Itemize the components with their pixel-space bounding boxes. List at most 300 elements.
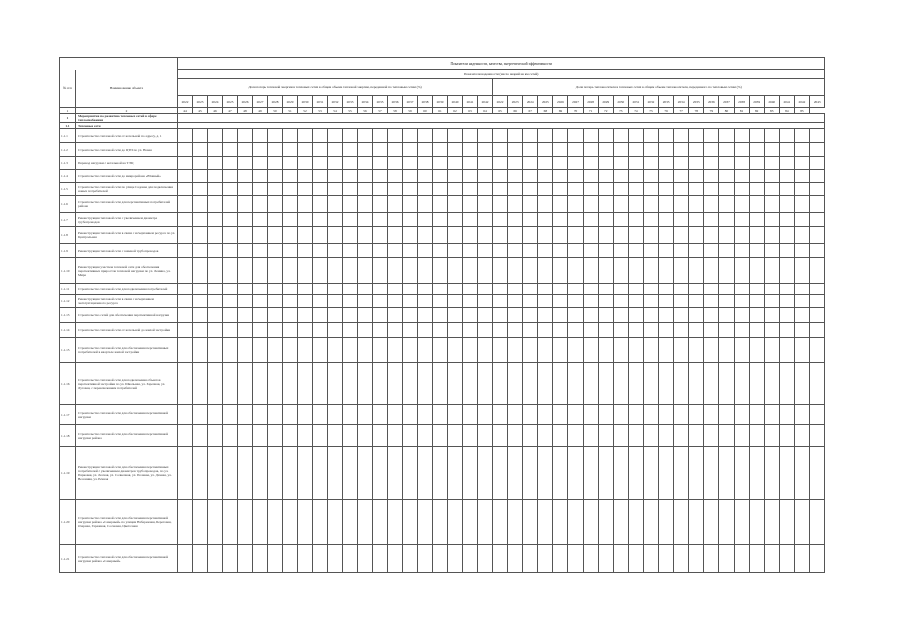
table-cell — [313, 405, 328, 425]
table-cell — [613, 183, 628, 196]
table-cell — [178, 295, 193, 308]
table-cell — [433, 244, 448, 258]
table-cell — [809, 338, 824, 363]
table-cell — [794, 213, 809, 227]
table-cell — [523, 545, 538, 573]
table-cell — [238, 545, 253, 573]
table-cell — [628, 308, 643, 323]
table-cell — [343, 143, 358, 157]
header-top: Показатели надежности, качества, энергетической эффективности — [178, 58, 825, 70]
table-cell — [538, 157, 553, 170]
table-cell — [493, 500, 508, 545]
table-cell — [643, 157, 658, 170]
table-cell — [433, 308, 448, 323]
table-cell — [538, 183, 553, 196]
table-cell — [283, 405, 298, 425]
table-cell — [238, 244, 253, 258]
table-cell — [628, 157, 643, 170]
table-cell — [674, 196, 689, 213]
table-cell — [208, 196, 223, 213]
table-cell — [193, 196, 208, 213]
table-cell — [448, 170, 463, 183]
table-cell — [794, 363, 809, 405]
table-cell — [809, 425, 824, 447]
table-cell — [478, 213, 493, 227]
column-index: 82 — [749, 108, 764, 114]
table-cell — [794, 545, 809, 573]
table-cell — [719, 196, 734, 213]
table-cell — [659, 196, 674, 213]
table-cell — [403, 338, 418, 363]
table-row — [60, 258, 825, 284]
table-cell — [523, 323, 538, 338]
year-header: 2032 — [643, 96, 658, 108]
table-cell — [538, 545, 553, 573]
table-cell — [403, 447, 418, 500]
indicators-table — [59, 57, 825, 573]
table-cell — [208, 170, 223, 183]
column-index: 64 — [478, 108, 493, 114]
table-cell — [343, 447, 358, 500]
table-cell — [749, 447, 764, 500]
table-cell — [223, 500, 238, 545]
table-cell — [568, 545, 583, 573]
table-cell — [734, 183, 749, 196]
table-cell — [523, 258, 538, 284]
table-cell — [493, 545, 508, 573]
table-cell — [328, 295, 343, 308]
table-cell — [388, 244, 403, 258]
table-cell — [764, 129, 779, 143]
table-cell — [403, 323, 418, 338]
table-cell — [298, 405, 313, 425]
table-cell — [659, 170, 674, 183]
table-cell — [704, 157, 719, 170]
column-index: 78 — [689, 108, 704, 114]
row-number: 1.1.13 — [60, 308, 76, 323]
column-index: 55 — [343, 108, 358, 114]
table-cell — [523, 425, 538, 447]
table-cell — [583, 338, 598, 363]
table-cell — [193, 500, 208, 545]
table-cell — [704, 170, 719, 183]
table-cell — [463, 196, 478, 213]
table-cell — [809, 295, 824, 308]
header-blank — [60, 58, 178, 70]
table-cell — [779, 323, 794, 338]
table-cell — [493, 258, 508, 284]
table-cell — [523, 227, 538, 244]
table-cell — [298, 143, 313, 157]
table-cell — [568, 284, 583, 295]
year-header: 2027 — [253, 96, 268, 108]
table-cell — [313, 500, 328, 545]
table-cell — [178, 213, 193, 227]
table-cell — [643, 143, 658, 157]
table-cell — [298, 157, 313, 170]
table-cell — [463, 143, 478, 157]
table-cell — [388, 308, 403, 323]
table-cell — [764, 213, 779, 227]
column-index: 65 — [493, 108, 508, 114]
table-cell — [208, 308, 223, 323]
column-index: 50 — [268, 108, 283, 114]
table-cell — [749, 213, 764, 227]
table-cell — [689, 323, 704, 338]
row-object-name: Реконструкция тепловой сети для обеспечения перспективных потребителей с увеличением диаметров трубопроводов, по ул. Парковая, ул. Лесная, ул. Солнечная, ул. Полевая, ул. Дачная, ул. Весенняя, ул. Речная — [76, 447, 178, 500]
table-cell — [613, 170, 628, 183]
table-cell — [343, 183, 358, 196]
table-cell — [779, 143, 794, 157]
table-cell — [734, 227, 749, 244]
table-cell — [178, 363, 193, 405]
table-cell — [794, 244, 809, 258]
table-cell — [373, 157, 388, 170]
row-number: 1.1.12 — [60, 295, 76, 308]
table-cell — [553, 363, 568, 405]
table-cell — [388, 295, 403, 308]
table-cell — [268, 170, 283, 183]
table-cell — [764, 363, 779, 405]
table-cell — [659, 363, 674, 405]
table-cell — [223, 183, 238, 196]
table-cell — [238, 425, 253, 447]
table-cell — [313, 213, 328, 227]
table-cell — [719, 447, 734, 500]
table-cell — [313, 295, 328, 308]
table-cell — [659, 157, 674, 170]
table-cell — [734, 425, 749, 447]
table-cell — [253, 363, 268, 405]
row-number: 1.1.1 — [60, 129, 76, 143]
table-cell — [583, 213, 598, 227]
table-cell — [719, 405, 734, 425]
table-cell — [538, 143, 553, 157]
column-index: 56 — [358, 108, 373, 114]
table-cell — [418, 323, 433, 338]
table-row — [60, 213, 825, 227]
table-cell — [403, 284, 418, 295]
table-cell — [238, 295, 253, 308]
row-number: 1.1.3 — [60, 157, 76, 170]
table-cell — [598, 183, 613, 196]
table-cell — [433, 323, 448, 338]
table-cell — [764, 284, 779, 295]
table-cell — [208, 157, 223, 170]
year-header: 2035 — [689, 96, 704, 108]
column-index: 66 — [508, 108, 523, 114]
table-cell — [313, 129, 328, 143]
table-cell — [689, 213, 704, 227]
table-cell — [523, 308, 538, 323]
table-row — [60, 244, 825, 258]
table-cell — [328, 213, 343, 227]
table-cell — [178, 129, 193, 143]
table-cell — [463, 405, 478, 425]
table-cell — [463, 213, 478, 227]
table-cell — [508, 447, 523, 500]
table-cell — [583, 284, 598, 295]
table-cell — [583, 244, 598, 258]
table-cell — [283, 244, 298, 258]
table-cell — [328, 129, 343, 143]
table-cell — [358, 323, 373, 338]
table-cell — [749, 129, 764, 143]
table-cell — [403, 545, 418, 573]
table-cell — [328, 143, 343, 157]
row-object-name: Строительство тепловой сети для обеспечения перспективной нагрузки района «Северный» по улицам Набережная, Береговая, Озерная, Гаражная, Сосновая, Цветочная — [76, 500, 178, 545]
table-cell — [568, 338, 583, 363]
row-object-name: Реконструкция тепловой сети в связи с исчерпанием эксплуатационного ресурса — [76, 295, 178, 308]
table-cell — [553, 308, 568, 323]
table-cell — [628, 500, 643, 545]
table-cell — [373, 308, 388, 323]
table-cell — [764, 170, 779, 183]
table-cell — [628, 338, 643, 363]
table-cell — [749, 545, 764, 573]
table-cell — [794, 129, 809, 143]
table-cell — [223, 143, 238, 157]
table-cell — [553, 545, 568, 573]
table-cell — [463, 308, 478, 323]
column-index: 71 — [583, 108, 598, 114]
table-cell — [358, 338, 373, 363]
table-cell — [553, 244, 568, 258]
table-cell — [553, 258, 568, 284]
table-cell — [478, 157, 493, 170]
table-cell — [659, 213, 674, 227]
table-cell — [764, 405, 779, 425]
table-cell — [538, 308, 553, 323]
table-row — [60, 183, 825, 196]
table-cell — [508, 244, 523, 258]
table-cell — [659, 284, 674, 295]
row-object-name: Строительство тепловой сети для обеспечения перспективных потребителей в квартале жилой застройки — [76, 338, 178, 363]
table-cell — [253, 157, 268, 170]
table-cell — [283, 323, 298, 338]
table-cell — [403, 500, 418, 545]
table-cell — [208, 338, 223, 363]
year-header: 2037 — [719, 96, 734, 108]
table-cell — [343, 405, 358, 425]
table-cell — [343, 258, 358, 284]
table-cell — [493, 244, 508, 258]
table-cell — [809, 183, 824, 196]
table-cell — [328, 308, 343, 323]
table-cell — [583, 425, 598, 447]
column-index: 47 — [223, 108, 238, 114]
table-cell — [343, 545, 358, 573]
table-cell — [208, 129, 223, 143]
table-cell — [358, 157, 373, 170]
table-cell — [764, 258, 779, 284]
table-cell — [794, 143, 809, 157]
table-cell — [178, 244, 193, 258]
table-cell — [478, 545, 493, 573]
table-cell — [178, 196, 193, 213]
table-cell — [268, 323, 283, 338]
table-cell — [343, 244, 358, 258]
table-cell — [253, 425, 268, 447]
table-cell — [433, 284, 448, 295]
table-cell — [794, 295, 809, 308]
table-cell — [463, 258, 478, 284]
table-row — [60, 338, 825, 363]
table-cell — [268, 227, 283, 244]
table-cell — [178, 545, 193, 573]
table-cell — [298, 227, 313, 244]
table-cell — [809, 157, 824, 170]
table-cell — [779, 545, 794, 573]
header-name: Наименование объекта — [76, 70, 178, 108]
table-row — [60, 295, 825, 308]
table-cell — [568, 308, 583, 323]
table-cell — [388, 284, 403, 295]
table-cell — [613, 157, 628, 170]
table-row — [60, 196, 825, 213]
table-cell — [343, 196, 358, 213]
table-cell — [689, 157, 704, 170]
table-cell — [704, 258, 719, 284]
column-index: 62 — [448, 108, 463, 114]
table-cell — [253, 129, 268, 143]
table-cell — [643, 258, 658, 284]
table-cell — [478, 258, 493, 284]
subsection-num: 1.1 — [60, 123, 76, 129]
table-cell — [659, 258, 674, 284]
table-cell — [704, 129, 719, 143]
table-cell — [674, 183, 689, 196]
table-cell — [253, 196, 268, 213]
table-cell — [223, 338, 238, 363]
table-cell — [538, 227, 553, 244]
table-cell — [238, 157, 253, 170]
table-cell — [478, 363, 493, 405]
table-cell — [448, 196, 463, 213]
table-cell — [193, 425, 208, 447]
table-cell — [508, 500, 523, 545]
table-cell — [208, 295, 223, 308]
table-cell — [253, 338, 268, 363]
row-number: 1.1.14 — [60, 323, 76, 338]
table-cell — [659, 323, 674, 338]
table-cell — [553, 196, 568, 213]
table-cell — [283, 213, 298, 227]
row-object-name: Строительство тепловой сети для обеспечения перспективной нагрузки района — [76, 425, 178, 447]
table-cell — [193, 183, 208, 196]
row-number: 1.1.15 — [60, 338, 76, 363]
table-cell — [193, 258, 208, 284]
table-cell — [253, 545, 268, 573]
table-cell — [568, 143, 583, 157]
column-index: 73 — [613, 108, 628, 114]
table-cell — [613, 447, 628, 500]
table-cell — [779, 363, 794, 405]
table-cell — [193, 244, 208, 258]
table-cell — [283, 425, 298, 447]
table-cell — [388, 157, 403, 170]
table-cell — [674, 338, 689, 363]
table-cell — [779, 196, 794, 213]
table-cell — [764, 143, 779, 157]
table-cell — [328, 500, 343, 545]
table-cell — [704, 213, 719, 227]
table-cell — [238, 405, 253, 425]
table-cell — [343, 308, 358, 323]
table-cell — [508, 170, 523, 183]
row-number: 1.1.11 — [60, 284, 76, 295]
table-cell — [208, 244, 223, 258]
table-cell — [689, 258, 704, 284]
table-cell — [283, 295, 298, 308]
table-cell — [343, 295, 358, 308]
table-cell — [779, 129, 794, 143]
table-cell — [643, 295, 658, 308]
row-object-name: Строительство тепловой сети для перспективных потребителей района — [76, 196, 178, 213]
table-cell — [208, 143, 223, 157]
table-cell — [433, 183, 448, 196]
table-cell — [598, 227, 613, 244]
table-cell — [704, 244, 719, 258]
table-cell — [313, 308, 328, 323]
table-cell — [538, 323, 553, 338]
table-cell — [298, 425, 313, 447]
table-cell — [568, 183, 583, 196]
column-index: 79 — [704, 108, 719, 114]
table-cell — [373, 500, 388, 545]
table-cell — [223, 170, 238, 183]
table-cell — [418, 258, 433, 284]
table-cell — [779, 447, 794, 500]
table-cell — [448, 157, 463, 170]
table-cell — [553, 170, 568, 183]
table-cell — [463, 170, 478, 183]
table-cell — [478, 308, 493, 323]
table-cell — [568, 447, 583, 500]
table-cell — [583, 323, 598, 338]
table-cell — [433, 500, 448, 545]
table-cell — [358, 227, 373, 244]
table-cell — [298, 183, 313, 196]
table-cell — [613, 500, 628, 545]
year-header: 2027 — [568, 96, 583, 108]
year-header: 2037 — [403, 96, 418, 108]
year-header: 2042 — [794, 96, 809, 108]
table-cell — [238, 500, 253, 545]
table-cell — [704, 323, 719, 338]
table-cell — [298, 284, 313, 295]
table-cell — [568, 196, 583, 213]
table-cell — [809, 323, 824, 338]
table-cell — [328, 338, 343, 363]
table-cell — [598, 157, 613, 170]
year-header: 2032 — [328, 96, 343, 108]
table-cell — [463, 227, 478, 244]
table-cell — [268, 143, 283, 157]
table-cell — [388, 545, 403, 573]
table-cell — [538, 196, 553, 213]
table-row — [60, 363, 825, 405]
table-cell — [704, 545, 719, 573]
table-cell — [193, 323, 208, 338]
table-cell — [538, 284, 553, 295]
table-cell — [313, 183, 328, 196]
table-cell — [643, 425, 658, 447]
column-index: 61 — [433, 108, 448, 114]
year-header: 2040 — [448, 96, 463, 108]
table-cell — [463, 425, 478, 447]
table-row — [60, 500, 825, 545]
